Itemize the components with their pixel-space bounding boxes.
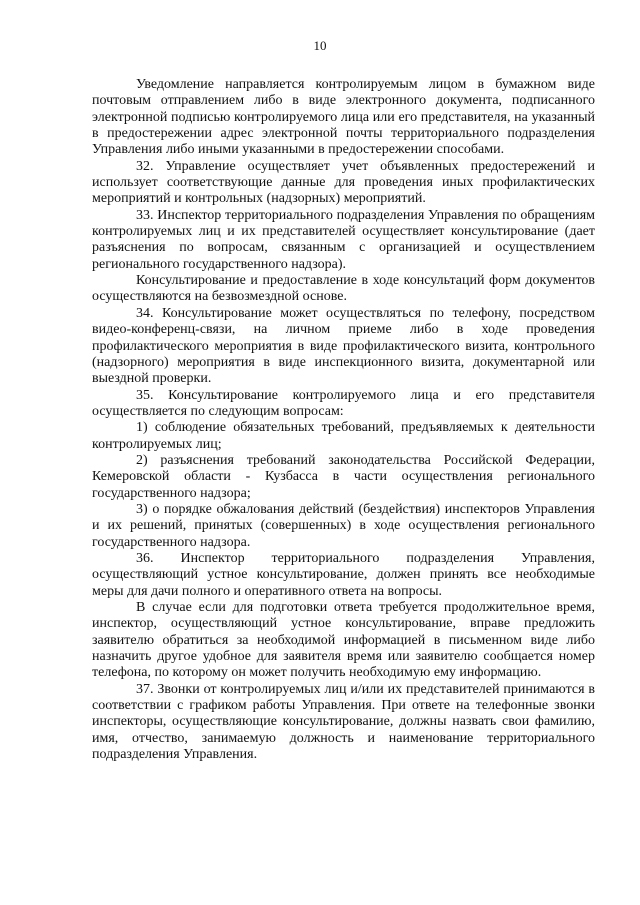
- paragraph-35-item-1: 1) соблюдение обязательных требований, предъявляемых к деятельности контролируемых лиц;: [92, 420, 595, 452]
- paragraph-36-extended-time: В случае если для подготовки ответа требуется продолжительное время, инспектор, осуществляющий устное консультирование, вправе предложить заявителю обратиться за необходимой информацией в письменном виде либо назначить другое удобное для заявителя время или заявителю сообщается номер телефона, по которому он может получить необходимую ему информацию.: [92, 600, 595, 681]
- page-number: 10: [313, 38, 327, 53]
- paragraph-34: 34. Консультирование может осуществляться по телефону, посредством видео-конференц-связи, на личном приеме либо в ходе проведения профилактического мероприятия в виде профилактического визита, контрольного (надзорного) мероприятия в виде инспекционного визита, документарной или выездной проверки.: [92, 305, 595, 387]
- paragraph-36: 36. Инспектор территориального подразделения Управления, осуществляющий устное консультирование, должен принять все необходимые меры для дачи полного и оперативного ответа на вопросы.: [92, 550, 595, 599]
- paragraph-33: 33. Инспектор территориального подразделения Управления по обращениям контролируемых лиц и их представителей осуществляет консультирование (дает разъяснения по вопросам, связанным с организацией и осуществлением регионального государственного надзора).: [92, 207, 595, 272]
- paragraph-35-item-3: 3) о порядке обжалования действий (бездействия) инспекторов Управления и их решений, принятых (совершенных) в ходе осуществления регионального государственного надзора.: [92, 501, 595, 550]
- document-body: [92, 77, 595, 763]
- paragraph-32: 32. Управление осуществляет учет объявленных предостережений и использует соответствующие данные для проведения иных профилактических мероприятий и контрольных (надзорных) мероприятий.: [92, 158, 595, 207]
- paragraph-35-item-2: 2) разъяснения требований законодательства Российской Федерации, Кемеровской области - Кузбасса в части осуществления регионального государственного надзора;: [92, 452, 595, 501]
- paragraph-consultation-free: Консультирование и предоставление в ходе консультаций форм документов осуществляются на безвозмездной основе.: [92, 273, 595, 305]
- paragraph-35: 35. Консультирование контролируемого лица и его представителя осуществляется по следующим вопросам:: [92, 387, 595, 419]
- paragraph-notification-delivery: Уведомление направляется контролируемым лицом в бумажном виде почтовым отправлением либо в виде электронного документа, подписанного электронной подписью контролируемого лица или его представителя, на указанный в предостережении адрес электронной почты территориального подразделения Управления либо иными указанными в предостережении способами.: [92, 77, 595, 158]
- paragraph-37: 37. Звонки от контролируемых лиц и/или их представителей принимаются в соответствии с графиком работы Управления. При ответе на телефонные звонки инспекторы, осуществляющие консультирование, должны назвать свои фамилию, имя, отчество, занимаемую должность и наименование территориального подразделения Управления.: [92, 681, 595, 763]
